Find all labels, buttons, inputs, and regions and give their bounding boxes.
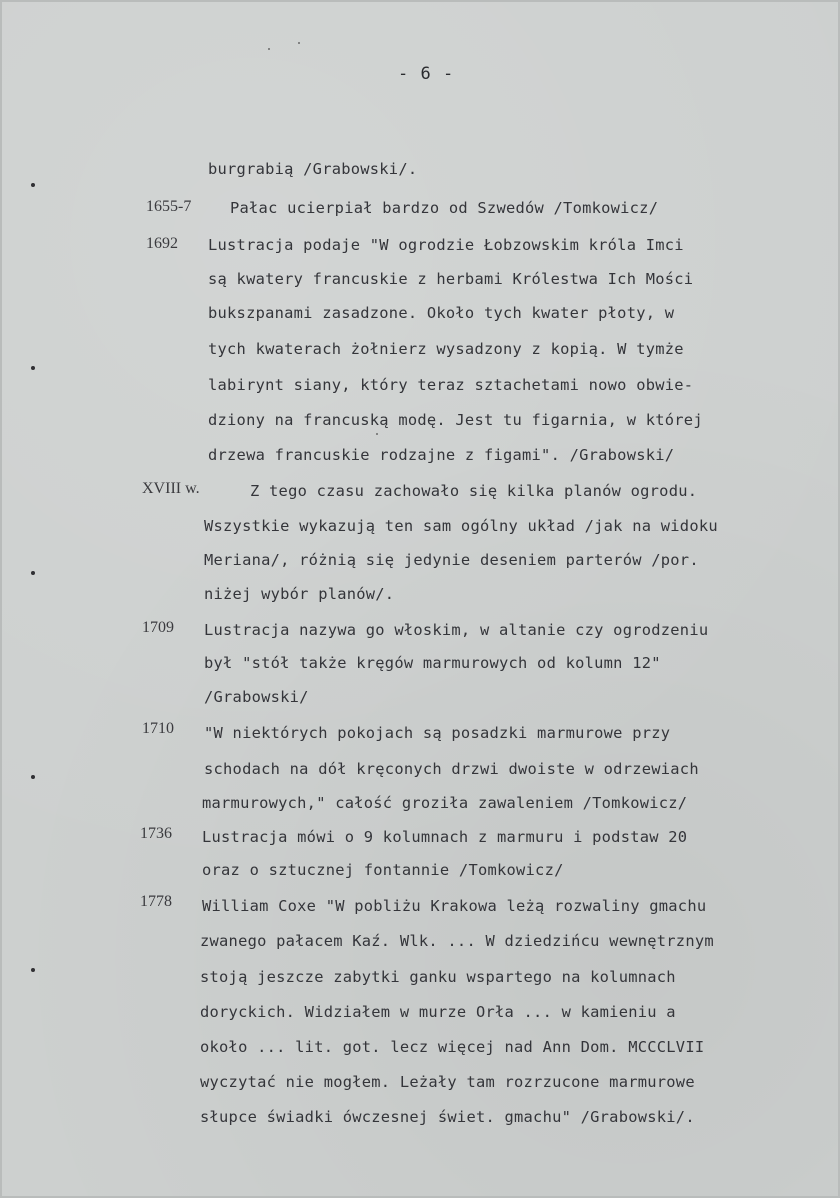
entry-year: 1709 (142, 619, 174, 636)
entry-year: 1692 (146, 235, 178, 252)
entry-line: Lustracja nazywa go włoskim, w altanie czy ogrodzeniu (204, 621, 709, 639)
entry-line: William Coxe "W pobliżu Krakowa leżą rozwaliny gmachu (202, 897, 707, 915)
margin-dot (31, 183, 35, 187)
entry-line: zwanego pałacem Kaź. Wlk. ... W dziedzińcu wewnętrznym (200, 932, 714, 950)
entry-line: /Grabowski/ (204, 688, 309, 706)
entry-line: stoją jeszcze zabytki ganku wspartego na kolumnach (200, 968, 676, 986)
entry-line: schodach na dół kręconych drzwi dwoiste w odrzewiach (204, 760, 699, 778)
entry-line: "W niektórych pokojach są posadzki marmurowe przy (204, 724, 671, 742)
entry-line: bukszpanami zasadzone. Około tych kwater płoty, w (208, 304, 675, 322)
margin-dot (31, 366, 35, 370)
entry-line: oraz o sztucznej fontannie /Tomkowicz/ (202, 861, 564, 879)
entry-line: marmurowych," całość groziła zawaleniem /Tomkowicz/ (202, 794, 688, 812)
entry-line: niżej wybór planów/. (204, 585, 395, 603)
page-number: - 6 - (398, 64, 455, 84)
entry-year: 1736 (140, 825, 172, 842)
entry-line: był "stół także kręgów marmurowych od kolumn 12" (204, 654, 661, 672)
margin-dot (31, 968, 35, 972)
entry-line: labirynt siany, który teraz sztachetami nowo obwie- (208, 376, 694, 394)
entry-line: około ... lit. got. lecz więcej nad Ann Dom. MCCCLVII (200, 1038, 705, 1056)
entry-line: wyczytać nie mogłem. Leżały tam rozrzucone marmurowe (200, 1073, 695, 1091)
entry-year: XVIII w. (142, 480, 200, 497)
entry-line: Meriana/, różnią się jedynie deseniem parterów /por. (204, 551, 699, 569)
paper-speck (268, 48, 270, 50)
entry-line: doryckich. Widziałem w murze Orła ... w kamieniu a (200, 1003, 676, 1021)
entry-line: Wszystkie wykazują ten sam ogólny układ /jak na widoku (204, 517, 718, 535)
paper-speck (376, 433, 378, 435)
entry-line: Lustracja mówi o 9 kolumnach z marmuru i podstaw 20 (202, 828, 688, 846)
margin-dot (31, 775, 35, 779)
entry-line: burgrabią /Grabowski/. (208, 160, 418, 178)
entry-line: dziony na francuską modę. Jest tu figarnia, w której (208, 411, 703, 429)
entry-line: są kwatery francuskie z herbami Królestwa Ich Mości (208, 270, 694, 288)
entry-line: drzewa francuskie rodzajne z figami". /Grabowski/ (208, 446, 675, 464)
paper-speck (298, 42, 300, 44)
entry-year: 1778 (140, 893, 172, 910)
entry-line: Z tego czasu zachowało się kilka planów ogrodu. (250, 482, 698, 500)
entry-line: słupce świadki ówczesnej świet. gmachu" /Grabowski/. (200, 1108, 695, 1126)
entry-year: 1655-7 (146, 198, 192, 215)
entry-line: tych kwaterach żołnierz wysadzony z kopią. W tymże (208, 340, 684, 358)
entry-line: Pałac ucierpiał bardzo od Szwedów /Tomkowicz/ (230, 199, 659, 217)
entry-line: Lustracja podaje "W ogrodzie Łobzowskim króla Imci (208, 236, 684, 254)
margin-dot (31, 571, 35, 575)
entry-year: 1710 (142, 720, 174, 737)
